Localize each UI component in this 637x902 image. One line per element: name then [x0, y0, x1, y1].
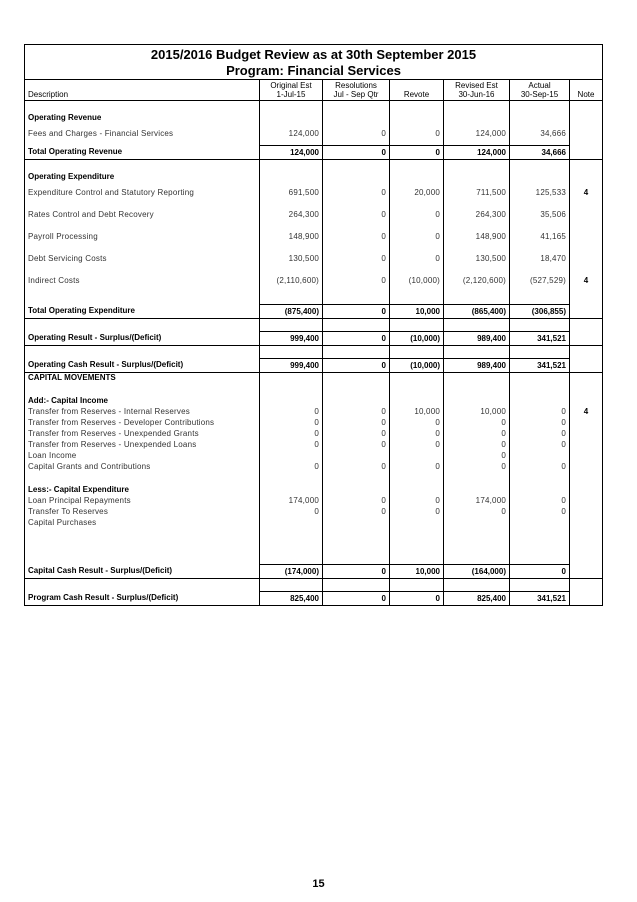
cell-op-result-actual: 341,521 [510, 332, 570, 346]
cell-payroll-revised-est: 148,900 [444, 226, 510, 248]
table-row-fees [25, 123, 603, 146]
cell-loan-rep-revised-est: 174,000 [444, 495, 510, 506]
cell-tot-op-rev-resolutions: 0 [323, 146, 390, 160]
table-row-tr-int [25, 406, 603, 417]
cell-tr-loans-revote: 0 [390, 439, 444, 450]
cell-fees-revised-est: 124,000 [444, 123, 510, 146]
cell-tr-int-revote: 10,000 [390, 406, 444, 417]
cell-rates-resolutions: 0 [323, 204, 390, 226]
cell-rates-note [570, 204, 603, 226]
cell-tr-dev-resolutions: 0 [323, 417, 390, 428]
table-row-loan-inc [25, 450, 603, 461]
cell-loan-rep-description: Loan Principal Repayments [25, 495, 260, 506]
cell-loan-inc-actual [510, 450, 570, 461]
cell-tr-loans-revised-est: 0 [444, 439, 510, 450]
table-row-tr-to-res [25, 506, 603, 517]
header-resolutions: Resolutions [323, 80, 390, 91]
cell-cap-cash-description: Capital Cash Result - Surplus/(Deficit) [25, 565, 260, 579]
header-original-date: 1-Jul-15 [260, 90, 323, 101]
cell-debt-revised-est: 130,500 [444, 248, 510, 270]
cell-tot-op-exp-description: Total Operating Expenditure [25, 305, 260, 319]
cell-tr-dev-actual: 0 [510, 417, 570, 428]
report-title: 2015/2016 Budget Review as at 30th September 2015 [25, 45, 603, 64]
cell-tr-loans-description: Transfer from Reserves - Unexpended Loans [25, 439, 260, 450]
cell-op-cash-revote: (10,000) [390, 359, 444, 373]
cell-op-cash-resolutions: 0 [323, 359, 390, 373]
cell-payroll-revote: 0 [390, 226, 444, 248]
cell-loan-rep-note [570, 495, 603, 506]
table-row-prog-cash [25, 592, 603, 606]
cell-tr-to-res-original-est: 0 [260, 506, 323, 517]
cell-tot-op-rev-note [570, 146, 603, 160]
table-row-op-cash [25, 359, 603, 373]
cell-tr-to-res-actual: 0 [510, 506, 570, 517]
cell-exp-ctrl-revote: 20,000 [390, 182, 444, 204]
cell-debt-note [570, 248, 603, 270]
cell-tr-grants-revised-est: 0 [444, 428, 510, 439]
table-row-cap-cash [25, 565, 603, 579]
header-revised-est: Revised Est [444, 80, 510, 91]
table-row-tot-op-rev [25, 146, 603, 160]
table-row-loan-rep [25, 495, 603, 506]
cell-exp-ctrl-resolutions: 0 [323, 182, 390, 204]
cell-tr-to-res-note [570, 506, 603, 517]
cell-fees-actual: 34,666 [510, 123, 570, 146]
cell-tr-grants-description: Transfer from Reserves - Unexpended Grants [25, 428, 260, 439]
cell-exp-ctrl-note: 4 [570, 182, 603, 204]
section-capital-income: Add:- Capital Income [25, 395, 260, 406]
cell-tr-loans-original-est: 0 [260, 439, 323, 450]
cell-cap-grants-original-est: 0 [260, 461, 323, 472]
cell-indirect-actual: (527,529) [510, 270, 570, 292]
cell-op-cash-revised-est: 989,400 [444, 359, 510, 373]
cell-cap-purch-description: Capital Purchases [25, 517, 260, 528]
budget-review-sheet [24, 44, 602, 606]
cell-loan-rep-revote: 0 [390, 495, 444, 506]
cell-cap-purch-revote [390, 517, 444, 528]
cell-cap-grants-description: Capital Grants and Contributions [25, 461, 260, 472]
cell-rates-original-est: 264,300 [260, 204, 323, 226]
cell-debt-revote: 0 [390, 248, 444, 270]
cell-exp-ctrl-actual: 125,533 [510, 182, 570, 204]
section-capital-movements: CAPITAL MOVEMENTS [25, 373, 260, 384]
cell-op-cash-original-est: 999,400 [260, 359, 323, 373]
cell-tot-op-rev-original-est: 124,000 [260, 146, 323, 160]
cell-tr-dev-original-est: 0 [260, 417, 323, 428]
cell-prog-cash-note [570, 592, 603, 606]
cell-tr-dev-note [570, 417, 603, 428]
cell-op-result-resolutions: 0 [323, 332, 390, 346]
cell-tr-to-res-revote: 0 [390, 506, 444, 517]
cell-tr-grants-resolutions: 0 [323, 428, 390, 439]
cell-prog-cash-actual: 341,521 [510, 592, 570, 606]
cell-tot-op-exp-actual: (306,855) [510, 305, 570, 319]
cell-tr-int-revised-est: 10,000 [444, 406, 510, 417]
cell-cap-purch-note [570, 517, 603, 528]
header-note: Note [570, 90, 603, 101]
cell-tr-grants-revote: 0 [390, 428, 444, 439]
cell-debt-resolutions: 0 [323, 248, 390, 270]
cell-tot-op-rev-revote: 0 [390, 146, 444, 160]
cell-op-cash-actual: 341,521 [510, 359, 570, 373]
cell-loan-inc-revised-est: 0 [444, 450, 510, 461]
cell-fees-note [570, 123, 603, 146]
cell-tot-op-rev-actual: 34,666 [510, 146, 570, 160]
cell-cap-grants-resolutions: 0 [323, 461, 390, 472]
header-original-est: Original Est [260, 80, 323, 91]
cell-cap-cash-revised-est: (164,000) [444, 565, 510, 579]
cell-fees-original-est: 124,000 [260, 123, 323, 146]
cell-tot-op-rev-description: Total Operating Revenue [25, 146, 260, 160]
cell-tr-int-original-est: 0 [260, 406, 323, 417]
cell-op-cash-note [570, 359, 603, 373]
cell-exp-ctrl-original-est: 691,500 [260, 182, 323, 204]
budget-table [24, 44, 603, 606]
cell-loan-inc-description: Loan Income [25, 450, 260, 461]
cell-payroll-note [570, 226, 603, 248]
section-operating-expenditure: Operating Expenditure [25, 172, 260, 182]
cell-tr-int-description: Transfer from Reserves - Internal Reserves [25, 406, 260, 417]
cell-op-result-revote: (10,000) [390, 332, 444, 346]
section-capital-expenditure: Less:- Capital Expenditure [25, 484, 260, 495]
cell-payroll-original-est: 148,900 [260, 226, 323, 248]
cell-rates-revote: 0 [390, 204, 444, 226]
cell-debt-description: Debt Servicing Costs [25, 248, 260, 270]
cell-tr-grants-actual: 0 [510, 428, 570, 439]
header-actual-date: 30-Sep-15 [510, 90, 570, 101]
table-row-payroll [25, 226, 603, 248]
cell-prog-cash-revote: 0 [390, 592, 444, 606]
cell-prog-cash-description: Program Cash Result - Surplus/(Deficit) [25, 592, 260, 606]
cell-tr-grants-note [570, 428, 603, 439]
page-number: 15 [312, 878, 325, 890]
cell-cap-cash-actual: 0 [510, 565, 570, 579]
cell-tot-op-rev-revised-est: 124,000 [444, 146, 510, 160]
table-row-tr-grants [25, 428, 603, 439]
cell-rates-description: Rates Control and Debt Recovery [25, 204, 260, 226]
cell-debt-original-est: 130,500 [260, 248, 323, 270]
table-row-cap-grants [25, 461, 603, 472]
cell-indirect-original-est: (2,110,600) [260, 270, 323, 292]
cell-indirect-note: 4 [570, 270, 603, 292]
cell-indirect-description: Indirect Costs [25, 270, 260, 292]
cell-fees-revote: 0 [390, 123, 444, 146]
cell-cap-purch-actual [510, 517, 570, 528]
cell-tr-int-actual: 0 [510, 406, 570, 417]
cell-loan-rep-actual: 0 [510, 495, 570, 506]
cell-cap-grants-revote: 0 [390, 461, 444, 472]
cell-tr-int-note: 4 [570, 406, 603, 417]
cell-op-result-note [570, 332, 603, 346]
cell-prog-cash-original-est: 825,400 [260, 592, 323, 606]
cell-tr-to-res-revised-est: 0 [444, 506, 510, 517]
cell-tr-loans-note [570, 439, 603, 450]
table-row-indirect [25, 270, 603, 292]
table-row-exp-ctrl [25, 182, 603, 204]
cell-tr-to-res-resolutions: 0 [323, 506, 390, 517]
cell-cap-cash-revote: 10,000 [390, 565, 444, 579]
cell-tr-dev-revised-est: 0 [444, 417, 510, 428]
cell-cap-grants-revised-est: 0 [444, 461, 510, 472]
table-row-tr-loans [25, 439, 603, 450]
cell-tr-grants-original-est: 0 [260, 428, 323, 439]
cell-tr-dev-description: Transfer from Reserves - Developer Contributions [25, 417, 260, 428]
cell-debt-actual: 18,470 [510, 248, 570, 270]
table-row-tot-op-exp [25, 305, 603, 319]
cell-fees-resolutions: 0 [323, 123, 390, 146]
header-actual: Actual [510, 80, 570, 91]
program-title: Program: Financial Services [25, 63, 603, 80]
cell-prog-cash-revised-est: 825,400 [444, 592, 510, 606]
header-revote: Revote [390, 90, 444, 101]
table-row-tr-dev [25, 417, 603, 428]
table-row-op-result [25, 332, 603, 346]
header-revised-date: 30-Jun-16 [444, 90, 510, 101]
cell-loan-inc-revote [390, 450, 444, 461]
cell-prog-cash-resolutions: 0 [323, 592, 390, 606]
cell-tr-dev-revote: 0 [390, 417, 444, 428]
header-description: Description [25, 90, 260, 101]
cell-tot-op-exp-original-est: (875,400) [260, 305, 323, 319]
cell-cap-cash-original-est: (174,000) [260, 565, 323, 579]
table-row-debt [25, 248, 603, 270]
cell-cap-cash-resolutions: 0 [323, 565, 390, 579]
cell-cap-grants-note [570, 461, 603, 472]
cell-tot-op-exp-note [570, 305, 603, 319]
cell-tot-op-exp-revised-est: (865,400) [444, 305, 510, 319]
cell-tr-to-res-description: Transfer To Reserves [25, 506, 260, 517]
cell-rates-actual: 35,506 [510, 204, 570, 226]
cell-indirect-resolutions: 0 [323, 270, 390, 292]
cell-payroll-resolutions: 0 [323, 226, 390, 248]
cell-loan-rep-original-est: 174,000 [260, 495, 323, 506]
cell-tr-loans-resolutions: 0 [323, 439, 390, 450]
cell-tr-loans-actual: 0 [510, 439, 570, 450]
cell-cap-purch-revised-est [444, 517, 510, 528]
cell-payroll-actual: 41,165 [510, 226, 570, 248]
cell-tr-int-resolutions: 0 [323, 406, 390, 417]
cell-payroll-description: Payroll Processing [25, 226, 260, 248]
cell-cap-purch-original-est [260, 517, 323, 528]
cell-indirect-revised-est: (2,120,600) [444, 270, 510, 292]
cell-exp-ctrl-revised-est: 711,500 [444, 182, 510, 204]
cell-cap-purch-resolutions [323, 517, 390, 528]
cell-op-cash-description: Operating Cash Result - Surplus/(Deficit) [25, 359, 260, 373]
cell-loan-inc-note [570, 450, 603, 461]
table-row-rates [25, 204, 603, 226]
cell-tot-op-exp-resolutions: 0 [323, 305, 390, 319]
cell-op-result-revised-est: 989,400 [444, 332, 510, 346]
cell-fees-description: Fees and Charges - Financial Services [25, 123, 260, 146]
cell-indirect-revote: (10,000) [390, 270, 444, 292]
cell-loan-inc-original-est [260, 450, 323, 461]
cell-loan-inc-resolutions [323, 450, 390, 461]
cell-loan-rep-resolutions: 0 [323, 495, 390, 506]
cell-cap-cash-note [570, 565, 603, 579]
cell-op-result-original-est: 999,400 [260, 332, 323, 346]
cell-rates-revised-est: 264,300 [444, 204, 510, 226]
cell-cap-grants-actual: 0 [510, 461, 570, 472]
section-operating-revenue: Operating Revenue [25, 113, 260, 123]
header-resolutions-period: Jul - Sep Qtr [323, 90, 390, 101]
cell-tot-op-exp-revote: 10,000 [390, 305, 444, 319]
table-row-cap-purch [25, 517, 603, 528]
cell-exp-ctrl-description: Expenditure Control and Statutory Reporting [25, 182, 260, 204]
cell-op-result-description: Operating Result - Surplus/(Deficit) [25, 332, 260, 346]
